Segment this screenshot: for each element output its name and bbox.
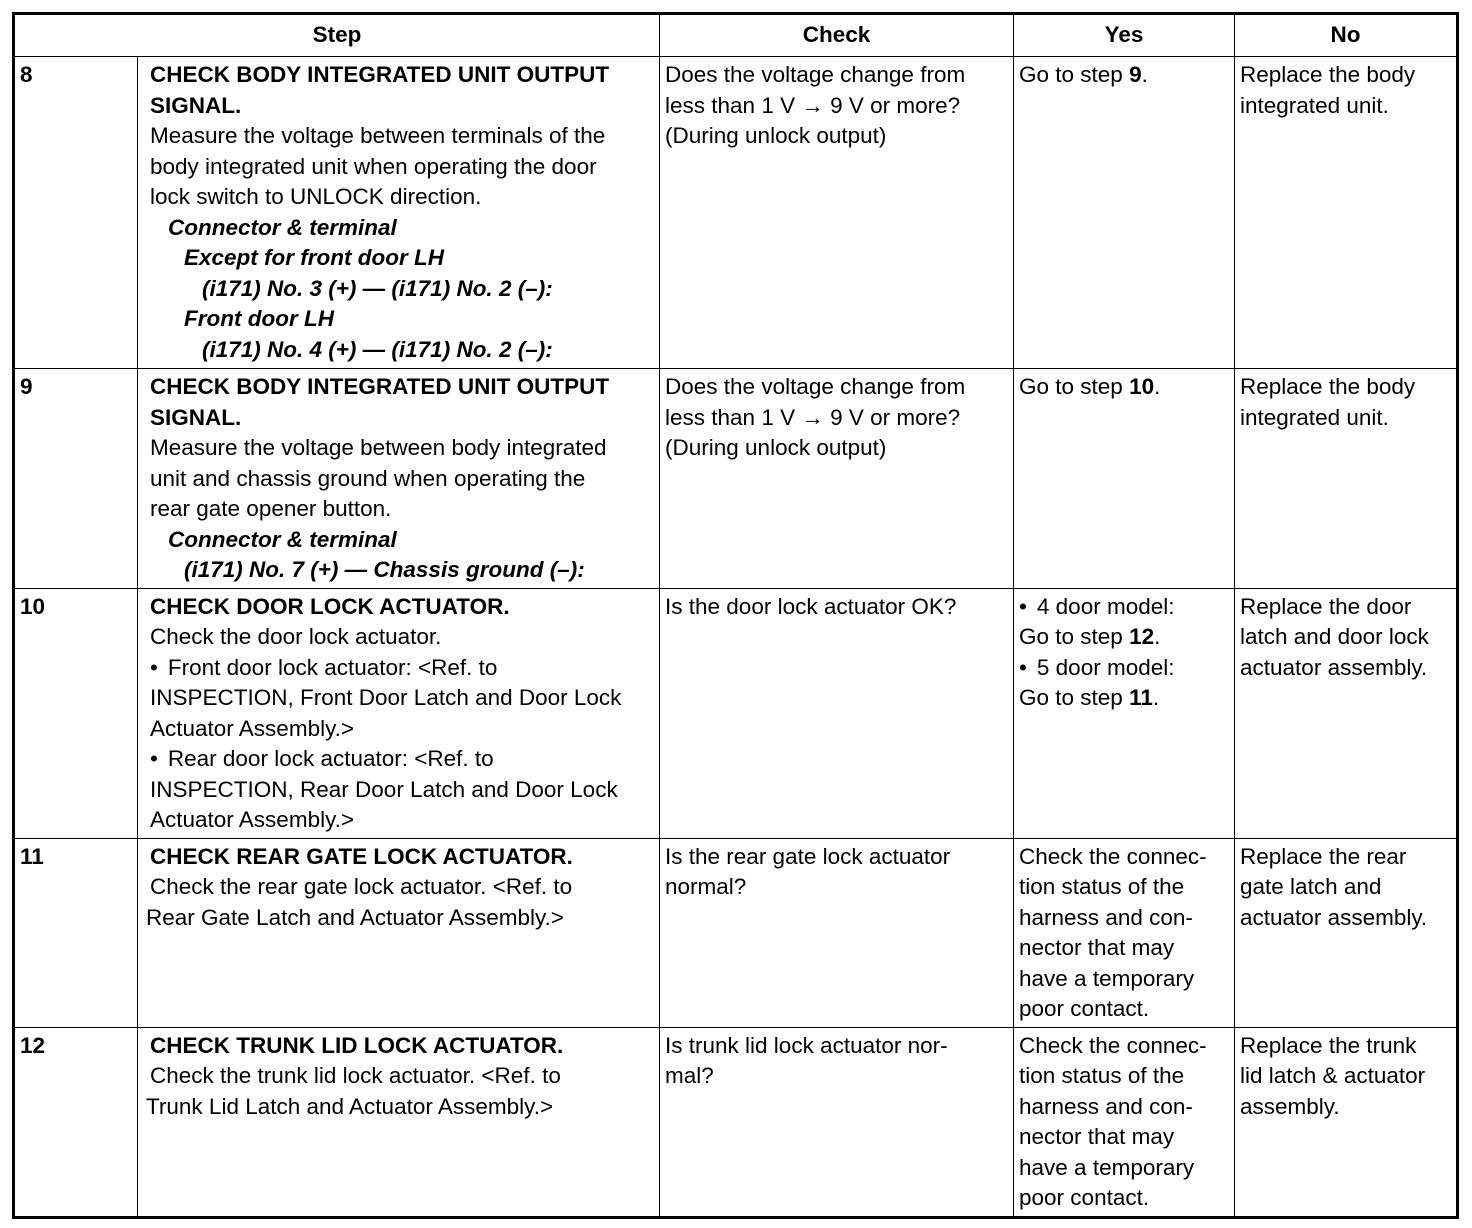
connector-subheading: Except for front door LH [184, 245, 444, 270]
header-row [14, 14, 1458, 57]
yes-text: have a temporary [1019, 965, 1195, 991]
no-text: Replace the trunk [1240, 1032, 1417, 1058]
bullet-item: • Front door lock actuator: <Ref. to [150, 653, 654, 684]
step-text: lock switch to UNLOCK direction. [150, 184, 482, 209]
step-title: CHECK TRUNK LID LOCK ACTUATOR. [150, 1032, 564, 1058]
check-cell [660, 369, 1014, 589]
check-text: Is the rear gate lock actuator [665, 843, 951, 869]
yes-text: Check the connec- [1019, 1032, 1207, 1058]
connector-heading: Connector & terminal [168, 214, 397, 240]
yes-text: Go to step 11. [1019, 685, 1160, 710]
yes-text: tion status of the [1019, 1063, 1185, 1088]
no-cell [1235, 57, 1458, 369]
no-cell [1235, 838, 1458, 1027]
step-number: 12 [14, 1027, 138, 1217]
check-text: (During unlock output) [665, 123, 887, 148]
step-text: rear gate opener button. [150, 496, 392, 521]
no-text: Replace the body [1240, 62, 1416, 87]
yes-text: Go to step 12. [1019, 624, 1161, 649]
bullet-item: • Rear door lock actuator: <Ref. to [150, 744, 654, 775]
table-row [14, 1027, 1458, 1217]
yes-bullet: • 5 door model: [1019, 653, 1229, 684]
yes-text: have a temporary [1019, 1154, 1195, 1180]
no-text: lid latch & actuator [1240, 1063, 1426, 1088]
no-text: assembly. [1240, 1093, 1340, 1119]
terminal-spec: (i171) No. 4 (+) — (i171) No. 2 (–): [202, 336, 553, 362]
check-text: Is the door lock actuator OK? [665, 593, 957, 619]
connector-subheading: Front door LH [184, 306, 334, 331]
no-text: actuator assembly. [1240, 904, 1428, 930]
terminal-spec: (i171) No. 7 (+) — Chassis ground (–): [184, 557, 585, 582]
next-step-number: 9 [1129, 62, 1142, 87]
step-number: 10 [14, 588, 138, 838]
header-yes: Yes [1014, 14, 1235, 57]
no-cell [1235, 369, 1458, 589]
step-text: body integrated unit when operating the door [150, 153, 597, 179]
yes-text: nector that may [1019, 935, 1175, 960]
no-text: latch and door lock [1240, 624, 1429, 649]
yes-text: Go to step 10. [1019, 374, 1161, 399]
next-step-number: 11 [1129, 685, 1153, 710]
no-text: Replace the rear [1240, 843, 1407, 869]
yes-cell [1014, 588, 1235, 838]
yes-text: harness and con- [1019, 904, 1193, 930]
step-text: Actuator Assembly.> [150, 715, 355, 741]
no-text: Replace the door [1240, 593, 1412, 619]
table-row [14, 588, 1458, 838]
no-text: Replace the body [1240, 374, 1416, 399]
yes-text: harness and con- [1019, 1093, 1193, 1119]
step-text: Measure the voltage between terminals of the [150, 123, 606, 148]
table-row [14, 57, 1458, 369]
step-title: CHECK REAR GATE LOCK ACTUATOR. [150, 843, 573, 869]
step-text: INSPECTION, Rear Door Latch and Door Lock [150, 776, 618, 802]
step-title: SIGNAL. [150, 92, 242, 118]
step-description [138, 57, 660, 369]
no-cell [1235, 588, 1458, 838]
check-text: Does the voltage change from [665, 62, 966, 87]
check-text: normal? [665, 874, 747, 899]
table-row [14, 369, 1458, 589]
step-title: SIGNAL. [150, 404, 242, 430]
step-title: CHECK DOOR LOCK ACTUATOR. [150, 593, 510, 619]
step-number: 8 [14, 57, 138, 369]
check-cell [660, 838, 1014, 1027]
no-text: gate latch and [1240, 874, 1382, 899]
diagnostic-table [12, 12, 1459, 1219]
yes-text: Check the connec- [1019, 843, 1207, 869]
yes-cell [1014, 1027, 1235, 1217]
next-step-number: 12 [1129, 624, 1155, 649]
step-text: Actuator Assembly.> [150, 807, 355, 832]
step-number: 9 [14, 369, 138, 589]
step-text: Check the door lock actuator. [150, 624, 442, 649]
header-no: No [1235, 14, 1458, 57]
step-text: Trunk Lid Latch and Actuator Assembly.> [146, 1093, 554, 1119]
yes-text: tion status of the [1019, 874, 1185, 899]
no-cell [1235, 1027, 1458, 1217]
check-text: less than 1 V → 9 V or more? [665, 404, 961, 430]
check-text: Does the voltage change from [665, 374, 966, 399]
next-step-number: 10 [1129, 374, 1155, 399]
check-cell [660, 57, 1014, 369]
step-number: 11 [14, 838, 138, 1027]
yes-cell [1014, 57, 1235, 369]
no-text: actuator assembly. [1240, 654, 1428, 680]
yes-cell [1014, 838, 1235, 1027]
check-cell [660, 1027, 1014, 1217]
yes-text: poor contact. [1019, 996, 1150, 1021]
yes-text: nector that may [1019, 1124, 1175, 1149]
check-text: mal? [665, 1063, 714, 1088]
yes-text: Go to step 9. [1019, 62, 1148, 87]
step-description [138, 369, 660, 589]
check-text: less than 1 V → 9 V or more? [665, 92, 961, 118]
check-cell [660, 588, 1014, 838]
step-description [138, 588, 660, 838]
step-text: Check the trunk lid lock actuator. <Ref. to [150, 1063, 561, 1088]
header-step: Step [14, 14, 660, 57]
step-text: Rear Gate Latch and Actuator Assembly.> [146, 904, 564, 930]
step-title: CHECK BODY INTEGRATED UNIT OUTPUT [150, 62, 610, 87]
step-text: Check the rear gate lock actuator. <Ref. to [150, 874, 573, 899]
step-text: INSPECTION, Front Door Latch and Door Lock [150, 685, 622, 710]
step-text: Measure the voltage between body integrated [150, 435, 607, 460]
yes-bullet: • 4 door model: [1019, 592, 1229, 623]
table-row [14, 838, 1458, 1027]
no-text: integrated unit. [1240, 404, 1389, 430]
step-description [138, 838, 660, 1027]
header-check: Check [660, 14, 1014, 57]
check-text: (During unlock output) [665, 435, 887, 460]
step-title: CHECK BODY INTEGRATED UNIT OUTPUT [150, 374, 610, 399]
check-text: Is trunk lid lock actuator nor- [665, 1032, 948, 1058]
yes-text: poor contact. [1019, 1185, 1150, 1210]
step-description [138, 1027, 660, 1217]
terminal-spec: (i171) No. 3 (+) — (i171) No. 2 (–): [202, 275, 553, 301]
connector-heading: Connector & terminal [168, 526, 397, 552]
yes-cell [1014, 369, 1235, 589]
no-text: integrated unit. [1240, 92, 1389, 118]
step-text: unit and chassis ground when operating the [150, 465, 586, 491]
